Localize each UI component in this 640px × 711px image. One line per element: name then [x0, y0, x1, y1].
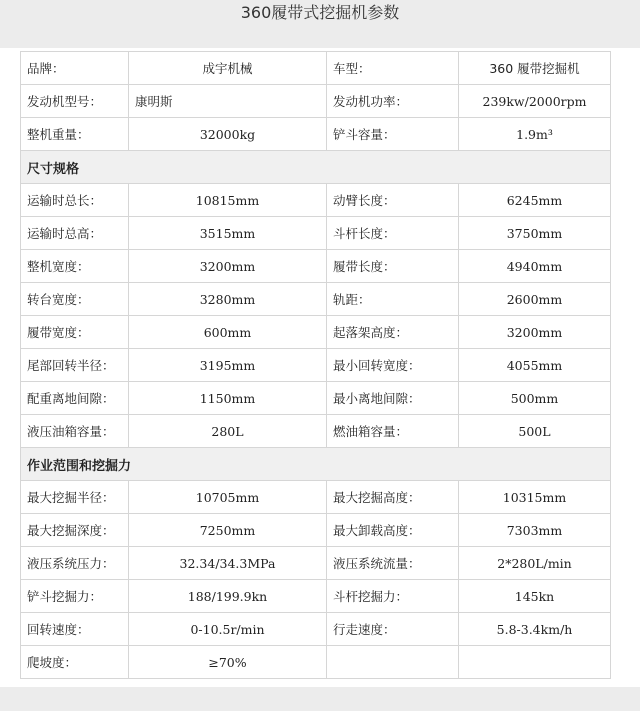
- param-value: 7250mm: [129, 514, 327, 547]
- section-header-work: [21, 448, 611, 481]
- param-value: 4940mm: [459, 250, 611, 283]
- param-value: 10315mm: [459, 481, 611, 514]
- table-row: [21, 85, 611, 118]
- table-row: [21, 184, 611, 217]
- footer-band: [0, 687, 640, 711]
- table-row: [21, 283, 611, 316]
- param-value: 3515mm: [129, 217, 327, 250]
- param-value: 10815mm: [129, 184, 327, 217]
- param-label: 铲斗挖掘力：: [21, 580, 129, 613]
- parameter-table: [20, 51, 611, 679]
- param-label: 发动机型号：: [21, 85, 129, 118]
- param-value: 2*280L/min: [459, 547, 611, 580]
- param-label: 燃油箱容量：: [327, 415, 459, 448]
- param-value: [459, 646, 611, 679]
- param-value: 3200mm: [459, 316, 611, 349]
- section-title: 尺寸规格: [21, 151, 611, 184]
- param-label: 整机重量：: [21, 118, 129, 151]
- param-value: 3280mm: [129, 283, 327, 316]
- param-label: 起落架高度：: [327, 316, 459, 349]
- param-value: 188/199.9kn: [129, 580, 327, 613]
- param-value: 32.34/34.3MPa: [129, 547, 327, 580]
- param-label: 行走速度：: [327, 613, 459, 646]
- param-label: 最大挖掘半径：: [21, 481, 129, 514]
- param-value: 1150mm: [129, 382, 327, 415]
- param-label: 最小回转宽度：: [327, 349, 459, 382]
- param-label: 最大挖掘深度：: [21, 514, 129, 547]
- param-label: 液压系统流量：: [327, 547, 459, 580]
- table-row: [21, 547, 611, 580]
- table-row: [21, 118, 611, 151]
- param-label: 尾部回转半径：: [21, 349, 129, 382]
- param-label: 动臂长度：: [327, 184, 459, 217]
- param-value: 3750mm: [459, 217, 611, 250]
- table-row: [21, 481, 611, 514]
- table-row: [21, 52, 611, 85]
- param-value: 239kw/2000rpm: [459, 85, 611, 118]
- table-row: [21, 580, 611, 613]
- table-row: [21, 613, 611, 646]
- page-title: 360履带式挖掘机参数: [240, 3, 400, 22]
- spec-sheet: [20, 48, 620, 687]
- section-header-size: [21, 151, 611, 184]
- param-value: 成宇机械: [129, 52, 327, 85]
- param-label: 回转速度：: [21, 613, 129, 646]
- param-label: [327, 646, 459, 679]
- param-value: 3200mm: [129, 250, 327, 283]
- param-label: 发动机功率：: [327, 85, 459, 118]
- param-value: 280L: [129, 415, 327, 448]
- param-value: 360 履带挖掘机: [459, 52, 611, 85]
- param-label: 配重离地间隙：: [21, 382, 129, 415]
- table-row: [21, 382, 611, 415]
- param-label: 履带宽度：: [21, 316, 129, 349]
- param-label: 最大挖掘高度：: [327, 481, 459, 514]
- param-value: 3195mm: [129, 349, 327, 382]
- param-value: 6245mm: [459, 184, 611, 217]
- param-label: 铲斗容量：: [327, 118, 459, 151]
- param-label: 最大卸载高度：: [327, 514, 459, 547]
- table-row: [21, 349, 611, 382]
- param-label: 液压系统压力：: [21, 547, 129, 580]
- param-value: 1.9m³: [459, 118, 611, 151]
- param-value: 500mm: [459, 382, 611, 415]
- param-value: 10705mm: [129, 481, 327, 514]
- param-label: 运输时总长：: [21, 184, 129, 217]
- table-row: [21, 217, 611, 250]
- param-label: 轨距：: [327, 283, 459, 316]
- section-title: 作业范围和挖掘力: [21, 448, 611, 481]
- param-label: 液压油箱容量：: [21, 415, 129, 448]
- param-label: 履带长度：: [327, 250, 459, 283]
- table-row: [21, 250, 611, 283]
- param-label: 斗杆挖掘力：: [327, 580, 459, 613]
- param-value: 2600mm: [459, 283, 611, 316]
- param-label: 运输时总高：: [21, 217, 129, 250]
- param-label: 爬坡度：: [21, 646, 129, 679]
- param-value: 5.8-3.4km/h: [459, 613, 611, 646]
- param-label: 斗杆长度：: [327, 217, 459, 250]
- param-label: 整机宽度：: [21, 250, 129, 283]
- param-value: 600mm: [129, 316, 327, 349]
- table-row: [21, 415, 611, 448]
- param-value: 康明斯: [129, 85, 327, 118]
- param-value: 0-10.5r/min: [129, 613, 327, 646]
- param-label: 品牌：: [21, 52, 129, 85]
- param-value: 32000kg: [129, 118, 327, 151]
- param-label: 车型：: [327, 52, 459, 85]
- table-row: [21, 514, 611, 547]
- param-label: 转台宽度：: [21, 283, 129, 316]
- table-row: [21, 646, 611, 679]
- param-value: 7303mm: [459, 514, 611, 547]
- param-value: 4055mm: [459, 349, 611, 382]
- table-row: [21, 316, 611, 349]
- param-value: 500L: [459, 415, 611, 448]
- param-value: 145kn: [459, 580, 611, 613]
- param-value: ≥70%: [129, 646, 327, 679]
- param-label: 最小离地间隙：: [327, 382, 459, 415]
